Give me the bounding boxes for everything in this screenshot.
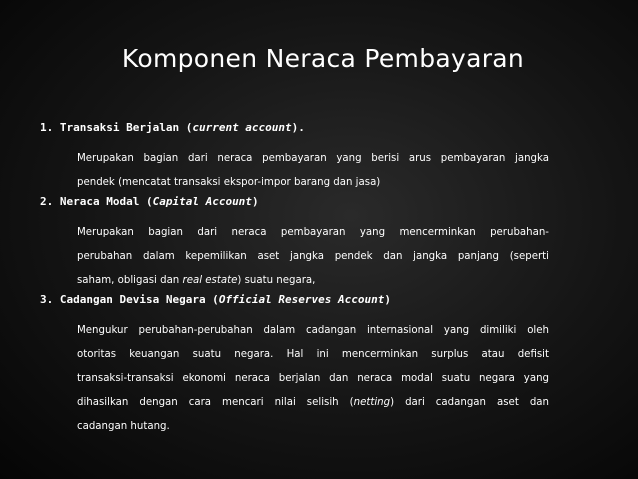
section-3-heading-suffix: ) — [384, 293, 392, 306]
section-3-heading-italic: Official Reserves Account — [218, 293, 385, 306]
section-2-paragraph — [77, 221, 549, 293]
section-2-line-3-a: saham, obligasi dan — [77, 275, 183, 286]
section-2-heading-italic: Capital Account — [152, 195, 252, 208]
section-1-heading — [40, 121, 550, 147]
section-3-line-1: Mengukur perubahan-perubahan dalam cadangan internasional yang dimiliki oleh — [77, 325, 549, 336]
section-2-heading — [40, 195, 550, 221]
section-1-heading-suffix: ). — [291, 121, 305, 134]
section-1-line-1: Merupakan bagian dari neraca pembayaran yang berisi arus pembayaran jangka — [77, 153, 549, 164]
section-1-line-2: pendek (mencatat transaksi ekspor-impor barang dan jasa) — [77, 177, 381, 188]
section-1-heading-prefix: 1. Transaksi Berjalan ( — [40, 121, 193, 134]
section-3-line-5: cadangan hutang. — [77, 421, 170, 432]
section-3-line-4-b: ) dari cadangan aset dan — [390, 397, 549, 408]
section-3-line-4-a: dihasilkan dengan cara mencari nilai selisih ( — [77, 397, 354, 408]
slide-content — [40, 121, 550, 439]
section-3-line-2: otoritas keuangan suatu negara. Hal ini mencerminkan surplus atau defisit — [77, 349, 549, 360]
section-2-line-3 — [77, 269, 549, 293]
section-3-paragraph — [77, 319, 549, 439]
section-3-heading — [40, 293, 550, 319]
section-2-line-2: perubahan dalam kepemilikan aset jangka pendek dan jangka panjang (seperti — [77, 251, 549, 262]
section-3-line-3: transaksi-transaksi ekonomi neraca berjalan dan neraca modal suatu negara yang — [77, 373, 549, 384]
section-2-heading-prefix: 2. Neraca Modal ( — [40, 195, 153, 208]
section-2-line-3-italic: real estate — [182, 275, 238, 286]
slide-title: Komponen Neraca Pembayaran — [121, 44, 525, 73]
section-3-line-4 — [77, 391, 549, 415]
section-2-line-3-b: ) suatu negara, — [237, 275, 316, 286]
section-3-heading-prefix: 3. Cadangan Devisa Negara ( — [40, 293, 219, 306]
section-2-line-1: Merupakan bagian dari neraca pembayaran yang mencerminkan perubahan- — [77, 227, 549, 238]
section-3-line-4-italic: netting — [353, 397, 391, 408]
section-2-heading-suffix: ) — [251, 195, 259, 208]
section-1-paragraph — [77, 147, 549, 195]
section-1-heading-italic: current account — [192, 121, 292, 134]
